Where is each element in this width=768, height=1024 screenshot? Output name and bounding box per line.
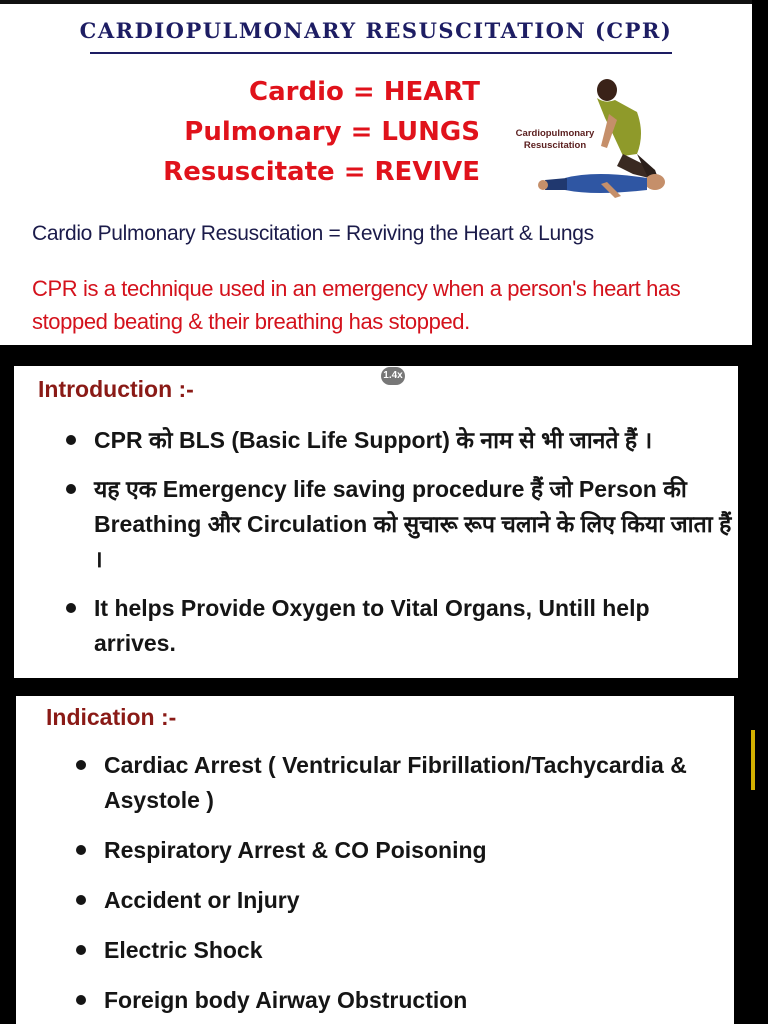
bullet-icon <box>76 995 86 1005</box>
top-card <box>0 0 752 345</box>
list-item: CPR को BLS (Basic Life Support) के नाम से भी जानते हैं । <box>64 423 732 458</box>
bullet-icon <box>66 435 76 445</box>
list-item: It helps Provide Oxygen to Vital Organs, Untill help arrives. <box>64 591 732 661</box>
list-item: Respiratory Arrest & CO Poisoning <box>74 833 726 868</box>
list-item: Electric Shock <box>74 933 726 968</box>
list-item: Cardiac Arrest ( Ventricular Fibrillation/Tachycardia & Asystole ) <box>74 748 726 818</box>
definition-pulmonary: Pulmonary = LUNGS <box>184 117 480 147</box>
edge-accent <box>751 730 755 790</box>
zoom-badge[interactable]: 1.4x <box>381 367 405 385</box>
list-item: Accident or Injury <box>74 883 726 918</box>
bullet-icon <box>66 603 76 613</box>
bullet-icon <box>66 484 76 494</box>
indication-heading: Indication :- <box>46 704 177 730</box>
cpr-meaning: Cardio Pulmonary Resuscitation = Reviving the Heart & Lungs <box>32 222 594 245</box>
indication-card <box>16 696 734 1024</box>
introduction-list <box>64 423 732 661</box>
definition-cardio: Cardio = HEART <box>249 77 480 107</box>
definition-resuscitate: Resuscitate = REVIVE <box>163 157 480 187</box>
definitions-block <box>130 72 480 192</box>
bullet-icon <box>76 895 86 905</box>
bullet-icon <box>76 845 86 855</box>
introduction-card <box>14 366 738 678</box>
list-item: यह एक Emergency life saving procedure हैं जो Person की Breathing और Circulation को सुचारू रूप चलाने के लिए किया जाता हैं । <box>64 472 732 577</box>
introduction-heading: Introduction :- <box>38 376 194 402</box>
bullet-icon <box>76 760 86 770</box>
title-underline <box>90 52 672 54</box>
page-title: CARDIOPULMONARY RESUSCITATION (CPR) <box>79 18 673 43</box>
indication-list <box>74 748 726 1018</box>
illustration-caption: Cardiopulmonary Resuscitation <box>515 128 595 151</box>
cpr-definition: CPR is a technique used in an emergency when a person's heart has stopped beating & their breathing has stopped. <box>32 276 681 334</box>
bullet-icon <box>76 945 86 955</box>
list-item: Foreign body Airway Obstruction <box>74 983 726 1018</box>
